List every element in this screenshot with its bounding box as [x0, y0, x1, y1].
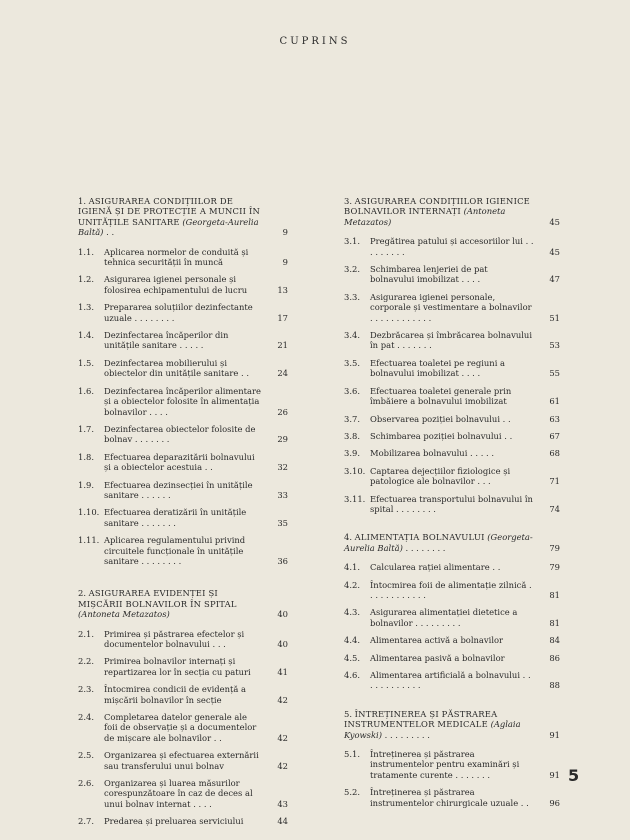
toc-entry: [78, 386, 288, 417]
entry-number: 5.1.: [344, 749, 360, 760]
entry-title: Alimentarea pasivă a bolnavilor: [370, 652, 505, 663]
entry-page-number: 42: [277, 760, 288, 771]
entry-number: 4.2.: [344, 579, 360, 590]
section-title: ALIMENTAȚIA BOLNAVULUI: [354, 532, 485, 543]
entry-page-number: 63: [549, 413, 560, 424]
entry-number: 2.4.: [78, 712, 94, 723]
entry-number: 4.4.: [344, 635, 360, 646]
section-author: (Aglaia Kyowski): [344, 719, 521, 740]
section-leader-dots: . .: [103, 227, 115, 238]
section-number: 1.: [78, 196, 86, 206]
section-page-number: 9: [282, 227, 288, 238]
entry-title: Prepararea soluțiilor dezinfectante uzuale . . . . . . . .: [104, 302, 253, 323]
entry-title: Efectuarea toaletei generale prin îmbăiere a bolnavului imobilizat: [370, 385, 512, 407]
entry-title: Dezinfectarea încăperilor alimentare și a obiectelor folosite în alimentația bolnavilor . . . .: [104, 385, 261, 417]
entry-number: 1.3.: [78, 302, 94, 313]
entry-number: 1.6.: [78, 385, 94, 396]
entry-title: Dezinfectarea încăperilor din unitățile sanitare . . . . .: [104, 330, 229, 351]
entry-page-number: 21: [277, 340, 288, 351]
section-heading: [78, 196, 288, 238]
entry-page-number: 40: [277, 639, 288, 649]
toc-entry: [344, 787, 560, 808]
entry-page-number: 81: [549, 589, 560, 600]
entry-title: Mobilizarea bolnavului . . . . .: [370, 448, 495, 459]
section-author: (Antoneta Metazatos): [344, 206, 506, 227]
entry-page-number: 67: [549, 430, 560, 441]
entry-number: 3.5.: [344, 357, 360, 368]
entry-title: Observarea poziției bolnavului . .: [370, 413, 511, 424]
entry-title: Primirea și păstrarea efectelor și documentelor bolnavului . . .: [104, 628, 245, 649]
entry-number: 3.7.: [344, 413, 360, 424]
page-title: CUPRINS: [279, 36, 351, 47]
entry-title: Efectuarea deparazitării bolnavului și a obiectelor acestuia . .: [104, 451, 255, 473]
toc-section: [344, 196, 560, 514]
entry-title: Dezinfectarea mobilierului și obiectelor din unitățile sanitare . .: [104, 357, 250, 379]
entry-title: Organizarea și luarea măsurilor corespunzătoare în caz de deces al unui bolnav internat . . . .: [104, 778, 253, 809]
section-number: 3.: [344, 196, 352, 206]
section-heading: [344, 709, 560, 740]
entry-number: 3.10.: [344, 465, 366, 476]
entry-title: Organizarea și efectuarea externării sau transferului unui bolnav: [104, 750, 259, 771]
entry-page-number: 74: [549, 503, 560, 514]
entry-page-number: 68: [549, 448, 560, 459]
entry-page-number: 35: [277, 517, 288, 528]
toc-section: [344, 532, 560, 690]
entry-number: 1.2.: [78, 274, 94, 285]
section-heading: [344, 196, 560, 227]
entry-page-number: 33: [277, 489, 288, 500]
entry-number: 3.3.: [344, 291, 360, 302]
entry-page-number: 13: [277, 284, 288, 295]
entry-page-number: 26: [277, 406, 288, 417]
entry-title: Efectuarea toaletei pe regiuni a bolnavului imobilizat . . . .: [370, 357, 506, 379]
toc-entry: [344, 494, 560, 515]
entry-number: 1.4.: [78, 330, 94, 341]
entry-page-number: 81: [549, 617, 560, 628]
entry-number: 3.8.: [344, 430, 360, 441]
section-number: 4.: [344, 532, 352, 543]
entry-title: Schimbarea poziției bolnavului . .: [370, 430, 513, 441]
entry-title: Alimentarea activă a bolnavilor: [370, 635, 504, 646]
section-heading: [344, 532, 560, 553]
entry-page-number: 24: [277, 368, 288, 379]
toc-entry: [78, 656, 288, 677]
toc-entry: [344, 653, 560, 663]
section-title: ASIGURAREA EVIDENȚEI ȘI MIȘCĂRII BOLNAVILOR ÎN SPITAL: [78, 588, 237, 609]
entry-title: Efectuarea transportului bolnavului în spital . . . . . . . .: [370, 493, 533, 514]
entry-title: Întocmirea foii de alimentație zilnică . . . . . . . . . . . .: [370, 579, 532, 600]
entry-page-number: 91: [549, 769, 560, 780]
page-number: 5: [568, 766, 580, 785]
toc-entry: [78, 816, 288, 826]
entry-page-number: 9: [282, 257, 288, 268]
toc-entry: [344, 414, 560, 424]
entry-title: Efectuarea deratizării în unitățile sanitare . . . . . . .: [104, 507, 247, 528]
entry-page-number: 45: [549, 246, 560, 257]
entry-page-number: 71: [549, 476, 560, 487]
entry-page-number: 32: [277, 462, 288, 473]
entry-number: 3.2.: [344, 264, 360, 275]
entry-title: Asigurarea igienei personale și folosirea echipamentului de lucru: [104, 274, 248, 295]
toc-right-column: [344, 196, 560, 815]
entry-page-number: 17: [277, 312, 288, 323]
toc-entry: [344, 670, 560, 691]
section-number: 5.: [344, 708, 352, 719]
section-number: 2.: [78, 588, 86, 599]
section-heading: [78, 588, 288, 619]
entry-page-number: 55: [549, 368, 560, 379]
toc-entry: [344, 386, 560, 407]
section-author: (Antoneta Metazatos): [78, 609, 170, 620]
entry-number: 1.1.: [78, 246, 94, 257]
section-title: ASIGURAREA CONDIȚIILOR IGIENICE BOLNAVILOR INTERNAȚI: [344, 196, 530, 217]
section-page-number: 79: [549, 542, 560, 553]
entry-page-number: 86: [549, 652, 560, 663]
entry-number: 3.9.: [344, 448, 360, 459]
entry-number: 1.9.: [78, 479, 94, 490]
entry-page-number: 36: [277, 555, 288, 566]
entry-page-number: 96: [549, 797, 560, 808]
section-leader-dots: . . . . . . . . .: [381, 729, 430, 740]
entry-page-number: 42: [277, 694, 288, 705]
entry-number: 2.3.: [78, 684, 94, 695]
toc-left-column: [78, 196, 288, 834]
entry-number: 2.6.: [78, 778, 94, 789]
toc-entry: [78, 247, 288, 268]
entry-title: Pregătirea patului și accesoriilor lui . . . . . . . . .: [370, 236, 534, 257]
entry-number: 1.10.: [78, 507, 100, 518]
toc-entry: [78, 424, 288, 445]
toc-entry: [344, 749, 560, 780]
entry-number: 1.7.: [78, 423, 94, 434]
entry-number: 2.1.: [78, 628, 94, 639]
entry-title: Întocmirea condicii de evidență a mișcării bolnavilor în secție: [104, 684, 246, 705]
entry-page-number: 41: [277, 666, 288, 677]
entry-title: Completarea datelor generale ale foii de observație și a documentelor de mișcare ale bolnavilor . .: [104, 712, 257, 743]
section-page-number: 91: [549, 729, 560, 740]
entry-title: Captarea dejecțiilor fiziologice și patologice ale bolnavilor . . .: [370, 465, 511, 487]
toc-entry: [78, 452, 288, 473]
toc-entry: [78, 778, 288, 809]
entry-title: Întreținerea și păstrarea instrumentelor chirurgicale uzuale . .: [370, 787, 529, 808]
entry-title: Efectuarea dezinsecției în unitățile sanitare . . . . . .: [104, 479, 253, 500]
entry-number: 3.1.: [344, 236, 360, 247]
toc-entry: [344, 562, 560, 572]
entry-title: Întreținerea și păstrarea instrumentelor pentru examinări și tratamente curente . . . . . . .: [370, 749, 520, 780]
toc-entry: [78, 750, 288, 771]
entry-page-number: 47: [549, 274, 560, 285]
section-leader-dots: . . . . . . . .: [402, 542, 446, 553]
toc-entry: [344, 431, 560, 441]
toc-entry: [78, 480, 288, 501]
toc-entry: [78, 507, 288, 528]
toc-entry: [78, 535, 288, 566]
toc-entry: [78, 629, 288, 650]
section-title: ASIGURAREA CONDIȚIILOR DE IGIENĂ ȘI DE PROTECȚIE A MUNCII ÎN UNITĂȚILE SANITARE: [78, 196, 261, 227]
section-page-number: 45: [549, 216, 560, 227]
toc-entry: [78, 358, 288, 379]
toc-section: [344, 709, 560, 808]
entry-title: Dezbrăcarea și îmbrăcarea bolnavului în pat . . . . . . .: [370, 330, 532, 351]
entry-number: 4.3.: [344, 607, 360, 618]
section-page-number: 40: [277, 609, 288, 620]
entry-title: Schimbarea lenjeriei de pat bolnavului imobilizat . . . .: [370, 264, 488, 285]
entry-page-number: 43: [277, 798, 288, 809]
toc-entry: [344, 358, 560, 379]
toc-entry: [344, 635, 560, 645]
entry-number: 3.11.: [344, 493, 366, 504]
toc-entry: [344, 580, 560, 601]
entry-page-number: 61: [549, 396, 560, 407]
entry-number: 2.2.: [78, 656, 94, 667]
entry-number: 1.5.: [78, 357, 94, 368]
toc-entry: [78, 712, 288, 743]
entry-title: Dezinfectarea obiectelor folosite de bolnav . . . . . . .: [104, 423, 256, 445]
toc-entry: [344, 264, 560, 285]
toc-entry: [344, 330, 560, 351]
entry-number: 1.8.: [78, 451, 94, 462]
entry-number: 3.4.: [344, 330, 360, 341]
toc-entry: [344, 607, 560, 628]
entry-title: Asigurarea alimentației dietetice a bolnavilor . . . . . . . . .: [370, 607, 518, 628]
entry-number: 2.7.: [78, 816, 94, 827]
toc-section: [78, 196, 288, 566]
entry-title: Aplicarea normelor de conduită și tehnica securității în muncă: [104, 246, 249, 268]
entry-page-number: 79: [549, 562, 560, 573]
entry-title: Alimentarea artificială a bolnavului . . . . . . . . . . . .: [370, 670, 531, 691]
toc-entry: [344, 236, 560, 257]
toc-entry: [78, 330, 288, 351]
toc-entry: [78, 684, 288, 705]
entry-number: 1.11.: [78, 535, 100, 546]
entry-page-number: 84: [549, 635, 560, 646]
entry-title: Aplicarea regulamentului privind circuitele funcționale în unitățile sanitare . . . . . . . .: [104, 535, 246, 566]
toc-entry: [344, 466, 560, 487]
toc-entry: [78, 302, 288, 323]
entry-title: Primirea bolnavilor internați și repartizarea lor în secția cu paturi: [104, 656, 251, 677]
entry-page-number: 29: [277, 434, 288, 445]
entry-page-number: 42: [277, 732, 288, 743]
toc-section: [78, 588, 288, 826]
entry-page-number: 53: [549, 340, 560, 351]
toc-entry: [344, 448, 560, 458]
section-title: ÎNTREȚINEREA ȘI PĂSTRAREA INSTRUMENTELOR MEDICALE: [344, 708, 498, 730]
entry-number: 4.5.: [344, 652, 360, 663]
entry-page-number: 51: [549, 312, 560, 323]
entry-number: 4.6.: [344, 670, 360, 680]
entry-number: 2.5.: [78, 750, 94, 761]
entry-page-number: 88: [549, 680, 560, 691]
entry-number: 3.6.: [344, 385, 360, 396]
entry-title: Predarea și preluarea serviciului: [104, 816, 244, 827]
entry-number: 4.1.: [344, 562, 360, 573]
toc-entry: [344, 292, 560, 323]
entry-title: Asigurarea igienei personale, corporale și vestimentare a bolnavilor . . . . . . . . . . . .: [370, 291, 532, 323]
section-author: (Georgeta-Aurelia Baltă): [78, 216, 259, 238]
entry-page-number: 44: [277, 816, 288, 827]
toc-entry: [78, 274, 288, 295]
entry-number: 5.2.: [344, 787, 360, 798]
entry-title: Calcularea rației alimentare . .: [370, 562, 501, 573]
section-author: (Georgeta-Aurelia Baltă): [344, 532, 533, 553]
